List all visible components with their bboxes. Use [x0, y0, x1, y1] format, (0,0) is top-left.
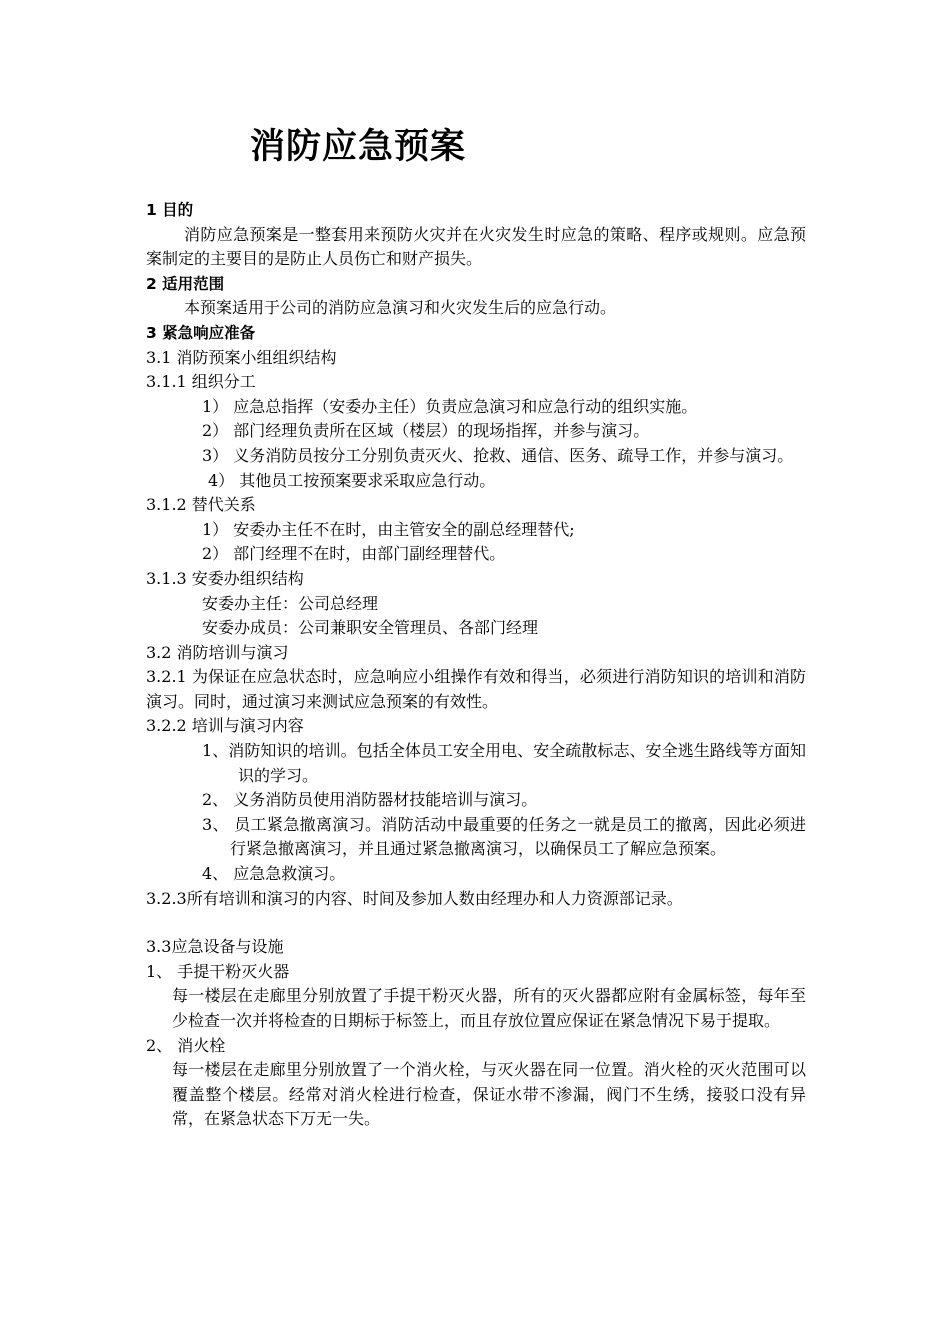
section-3-1-1-heading: 3.1.1 组织分工 [146, 372, 256, 392]
section-1-heading: 1 目的 [146, 201, 194, 219]
section-3-heading: 3 紧急响应准备 [146, 323, 256, 342]
list-item: 2） 部门经理负责所在区域（楼层）的现场指挥，并参与演习。 [202, 421, 650, 441]
section-3-3-heading: 3.3应急设备与设施 [146, 937, 284, 957]
list-item: 2、 义务消防员使用消防器材技能培训与演习。 [202, 790, 538, 810]
section-3-2-3-text: 3.2.3所有培训和演习的内容、时间及参加人数由经理办和人力资源部记录。 [146, 888, 683, 908]
document-body [146, 198, 806, 1132]
list-item: 2） 部门经理不在时，由部门副经理替代。 [202, 544, 506, 564]
section-3-2-heading: 3.2 消防培训与演习 [146, 642, 289, 662]
section-3-1-3-heading: 3.1.3 安委办组织结构 [146, 568, 304, 588]
list-item: 3） 义务消防员按分工分别负责灭火、抢救、通信、医务、疏导工作，并参与演习。 [202, 445, 794, 465]
section-3-3-item-2-heading: 2、 消火栓 [146, 1035, 226, 1055]
section-3-1-2-heading: 3.1.2 替代关系 [146, 495, 256, 515]
section-1-body: 消防应急预案是一整套用来预防火灾并在火灾发生时应急的策略、程序或规则。应急预案制定的主要目的是防止人员伤亡和财产损失。 [146, 224, 806, 269]
list-item: 1、消防知识的培训。包括全体员工安全用电、安全疏散标志、安全逃生路线等方面知识的学习。 [202, 741, 806, 785]
list-item: 安委办主任：公司总经理 [202, 593, 379, 613]
section-3-1-heading: 3.1 消防预案小组组织结构 [146, 347, 337, 367]
section-2-body: 本预案适用于公司的消防应急演习和火灾发生后的应急行动。 [184, 298, 617, 318]
section-3-3-item-2-body: 每一楼层在走廊里分别放置了一个消火栓，与灭火器在同一位置。消火栓的灭火范围可以覆盖整个楼层。经常对消火栓进行检查，保证水带不渗漏，阀门不生绣，接驳口没有异常，在紧急状态下万无一失。 [172, 1060, 806, 1129]
list-item: 4、 应急急救演习。 [202, 864, 346, 884]
section-3-2-1-text: 3.2.1 为保证在应急状态时，应急响应小组操作有效和得当，必须进行消防知识的培训和消防演习。同时，通过演习来测试应急预案的有效性。 [146, 667, 806, 711]
section-3-2-2-heading: 3.2.2 培训与演习内容 [146, 716, 304, 736]
spacer [146, 911, 806, 935]
list-item: 1） 应急总指挥（安委办主任）负责应急演习和应急行动的组织实施。 [202, 396, 698, 416]
list-item: 安委办成员：公司兼职安全管理员、各部门经理 [202, 618, 539, 638]
section-3-3-item-1-heading: 1、 手提干粉灭火器 [146, 961, 290, 981]
document-title: 消防应急预案 [250, 127, 467, 167]
section-2-heading: 2 适用范围 [146, 274, 225, 293]
section-3-3-item-1-body: 每一楼层在走廊里分别放置了手提干粉灭火器，所有的灭火器都应附有金属标签，每年至少检查一次并将检查的日期标于标签上，而且存放位置应保证在紧急情况下易于提取。 [172, 986, 806, 1030]
list-item: 4） 其他员工按预案要求采取应急行动。 [208, 470, 496, 490]
list-item: 1） 安委办主任不在时，由主管安全的副总经理替代; [202, 519, 575, 539]
list-item: 3、 员工紧急撤离演习。消防活动中最重要的任务之一就是员工的撤离，因此必须进行紧急撤离演习，并且通过紧急撤离演习，以确保员工了解应急预案。 [202, 814, 806, 859]
